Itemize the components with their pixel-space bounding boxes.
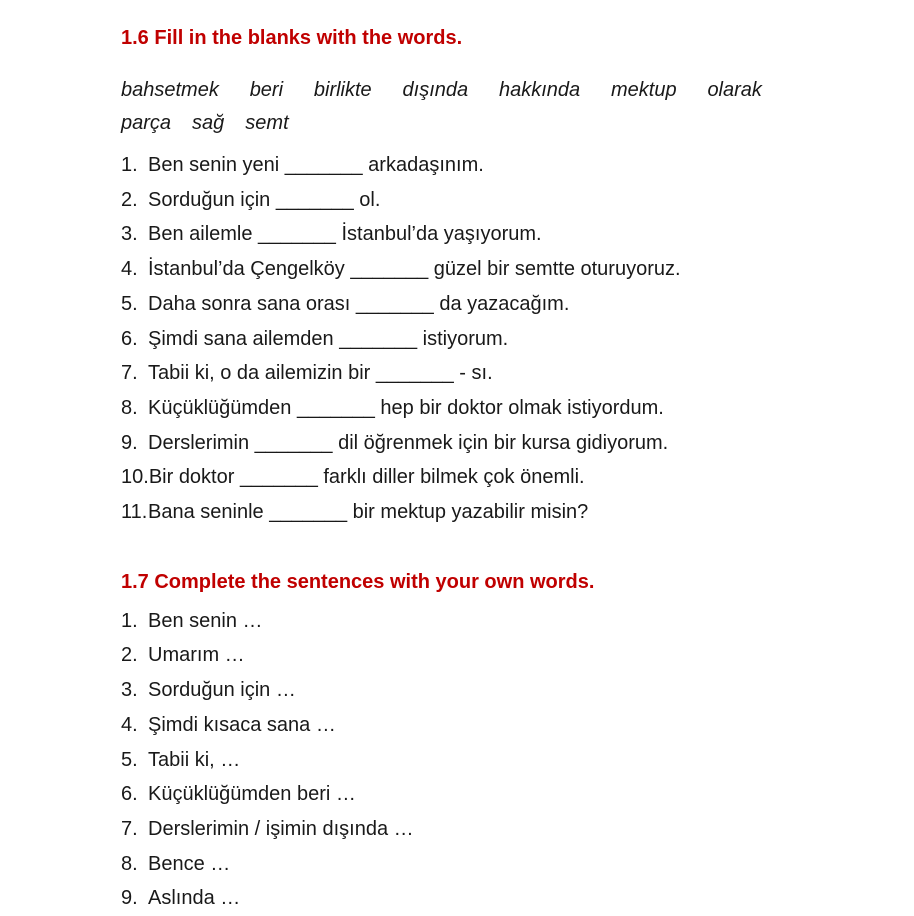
item-text: Daha sonra sana orası _______ da yazacağım. [148, 292, 570, 315]
item-text: Küçüklüğümden beri … [148, 783, 356, 806]
item-number: 1. [121, 154, 138, 176]
word-bank [121, 74, 762, 140]
item-number: 7. [121, 362, 138, 385]
exercise-item [121, 183, 854, 218]
item-text: Derslerimin / işimin dışında … [148, 817, 414, 840]
item-number: 4. [121, 713, 138, 736]
exercise-1-6-items [121, 148, 854, 530]
item-text: Ben senin yeni _______ arkadaşınım. [148, 154, 484, 176]
exercise-item [121, 673, 854, 708]
exercise-item [121, 287, 854, 322]
exercise-item [121, 426, 854, 461]
item-text: Ben senin … [148, 609, 263, 632]
exercise-item [121, 604, 854, 639]
item-number: 9. [121, 431, 138, 454]
item-text: Bir doktor _______ farklı diller bilmek çok önemli. [148, 466, 585, 489]
exercise-item [121, 881, 854, 916]
section-complete-sentences [121, 570, 854, 916]
exercise-item [121, 847, 854, 882]
exercise-item [121, 391, 854, 426]
item-number: 7. [121, 817, 138, 840]
exercise-item [121, 777, 854, 812]
word-bank-word: beri [249, 79, 284, 101]
word-bank-word: sağ [192, 112, 225, 134]
item-number: 11. [121, 501, 148, 524]
exercise-item [121, 356, 854, 391]
item-text: Şimdi kısaca sana … [148, 713, 336, 736]
exercise-item [121, 638, 854, 673]
item-number: 2. [121, 644, 138, 667]
item-text: Derslerimin _______ dil öğrenmek için bir kursa gidiyorum. [148, 431, 669, 454]
item-number: 3. [121, 223, 138, 246]
word-bank-line-2 [121, 107, 762, 140]
exercise-item [121, 812, 854, 847]
item-number: 5. [121, 748, 138, 771]
item-text: Sorduğun için _______ ol. [148, 188, 381, 211]
section-1-7-title: 1.7 Complete the sentences with your own words. [121, 570, 595, 593]
item-text: Sorduğun için … [148, 679, 296, 702]
item-number: 10. [121, 466, 149, 489]
section-fill-in-the-blanks [121, 26, 854, 530]
word-bank-word: birlikte [313, 79, 372, 101]
item-number: 6. [121, 327, 138, 350]
item-number: 6. [121, 783, 138, 806]
exercise-item [121, 495, 854, 530]
item-text: Şimdi sana ailemden _______ istiyorum. [148, 327, 509, 350]
item-number: 4. [121, 258, 138, 281]
word-bank-word: parça [121, 112, 172, 134]
exercise-item [121, 708, 854, 743]
exercise-item [121, 322, 854, 357]
word-bank-word: hakkında [498, 79, 581, 101]
word-bank-word: bahsetmek [121, 79, 219, 101]
word-bank-word: olarak [707, 79, 762, 101]
exercise-item [121, 217, 854, 252]
item-number: 1. [121, 609, 138, 632]
word-bank-word: semt [245, 112, 289, 134]
exercise-item [121, 252, 854, 287]
word-bank-line-1 [121, 74, 762, 107]
exercise-1-7-items [121, 604, 854, 916]
item-text: İstanbul’da Çengelköy _______ güzel bir semtte oturuyoruz. [148, 258, 681, 281]
exercise-item [121, 743, 854, 778]
item-number: 2. [121, 188, 138, 211]
exercise-item [121, 148, 854, 183]
item-text: Aslında … [148, 887, 241, 910]
item-text: Umarım … [148, 644, 245, 667]
item-number: 5. [121, 292, 138, 315]
section-1-6-title: 1.6 Fill in the blanks with the words. [121, 27, 463, 49]
exercise-item [121, 460, 854, 495]
item-number: 3. [121, 679, 138, 702]
item-number: 8. [121, 852, 138, 875]
item-number: 8. [121, 396, 138, 419]
item-text: Ben ailemle _______ İstanbul’da yaşıyorum. [148, 223, 542, 246]
item-text: Küçüklüğümden _______ hep bir doktor olmak istiyordum. [148, 396, 664, 419]
item-text: Tabii ki, o da ailemizin bir _______ - sı. [148, 362, 493, 385]
item-text: Bana seninle _______ bir mektup yazabilir misin? [148, 501, 589, 524]
item-text: Bence … [148, 852, 231, 875]
word-bank-word: dışında [402, 79, 469, 101]
item-number: 9. [121, 887, 138, 910]
item-text: Tabii ki, … [148, 748, 241, 771]
word-bank-word: mektup [611, 79, 677, 101]
